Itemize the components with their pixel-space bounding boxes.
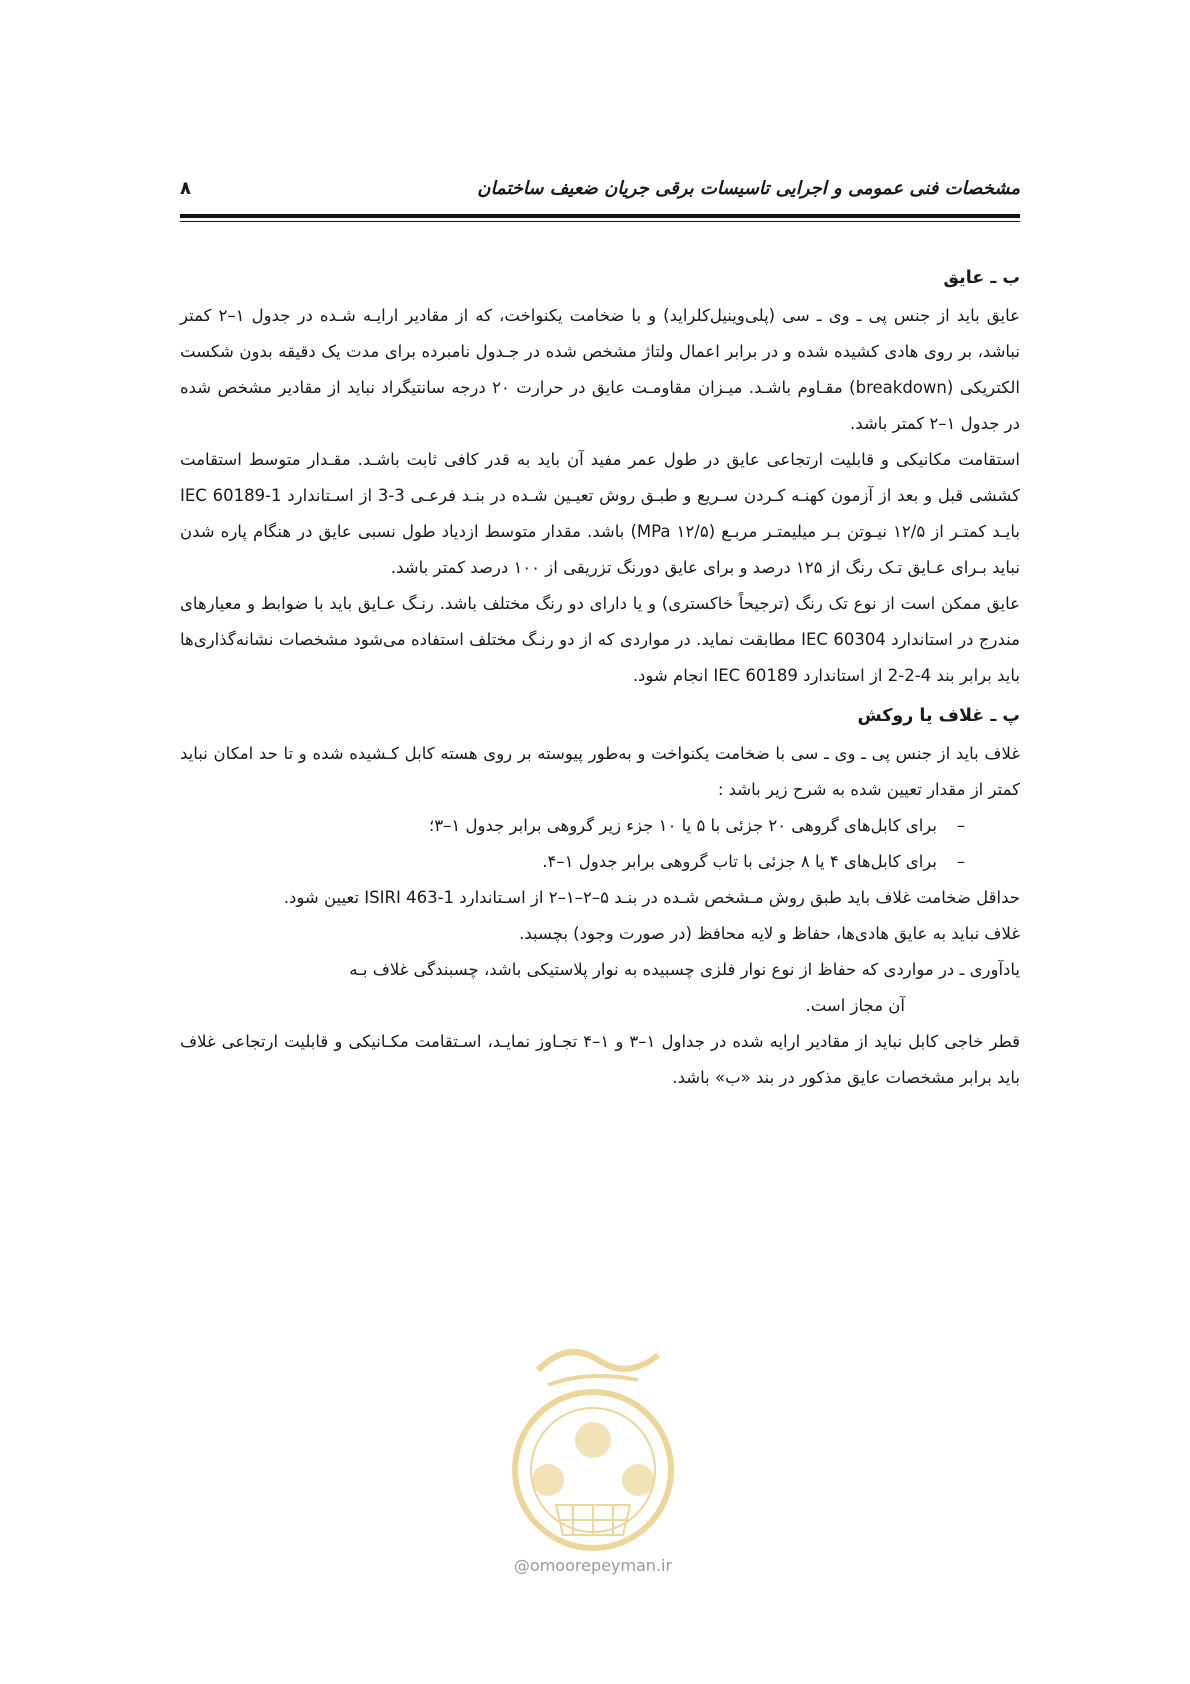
section-p-paragraph-3: غلاف نباید به عایق هادی‌ها، حفاظ و لایه محافظ (در صورت وجود) بچسبد. (519, 924, 1020, 943)
header-rule-thick (180, 214, 1020, 218)
section-p-paragraph-1: غلاف باید از جنس پی ـ وی ـ سی با ضخامت یکنواخت و به‌طور پیوسته بر روی هسته کابل کـشیده شده و تا حد امکان نباید کمتر از مقدار تعیین شده به شرح زیر باشد : (180, 744, 1020, 799)
section-p-paragraph-4: قطر خاجی کابل نباید از مقادیر ارایه شده در جداول ۱–۳ و ۱–۴ تجـاوز نمایـد، اسـتقامت مکـانیکی و قابلیت ارتجاعی غلاف باید برابر مشخصات عایق مذکور در بند «ب» باشد. (180, 1032, 1020, 1087)
note-line-1: یادآوری ـ در مواردی که حفاظ از نوع نوار فلزی چسبیده به نوار پلاستیکی باشد، چسبندگی غلاف بـه (349, 960, 1020, 979)
page-number: ۸ (180, 178, 191, 199)
section-p-paragraph-2: حداقل ضخامت غلاف باید طبق روش مـشخص شـده در بنـد ۵–۲–۱–۲ از اسـتاندارد ISIRI 463-1 تعیین شود. (283, 888, 1020, 907)
bullet-text: برای کابل‌های گروهی ۲۰ جزئی با ۵ یا ۱۰ جزء زیر گروهی برابر جدول ۱–۳؛ (428, 816, 937, 835)
bullet-text: برای کابل‌های ۴ یا ۸ جزئی با تاب گروهی برابر جدول ۱–۴. (542, 852, 937, 871)
list-item (180, 808, 1020, 844)
section-b-paragraph-3: عایق ممکن است از نوع تک رنگ (ترجیحاً خاکستری) و یا دارای دو رنگ مختلف باشد. رنـگ عـایق باید با ضوابط و معیارهای مندرج در استاندارد IEC 60304 مطابقت نماید. در مواردی که از دو رنـگ مختلف استفاده می‌شود مشخصات نشانه‌گذاری‌ها باید برابر بند 4-2-2 از استاندارد IEC 60189 انجام شود. (180, 594, 1021, 685)
section-b-paragraph-2: استقامت مکانیکی و قابلیت ارتجاعی عایق در طول عمر مفید آن باید به قدر کافی ثابت باشـد. مقـدار متوسط استقامت کششی قبل و بعد از آزمون کهنـه کـردن سـریع و طبـق روش تعیـین شـده در بنـد فرعـی 3-3 از اسـتاندارد IEC 60189-1 بایـد کمتـر از ۱۲/۵ نیـوتن بـر میلیمتـر مربـع (۱۲/۵ MPa) باشد. مقدار متوسط ازدیاد طول نسبی عایق در هنگام پاره شدن نباید بـرای عـایق تـک رنگ از ۱۲۵ درصد و برای عایق دورنگ تزریقی از ۱۰۰ درصد کمتر باشد. (180, 450, 1021, 577)
note-line-2: آن مجاز است. (805, 996, 905, 1015)
list-item (180, 844, 1020, 880)
watermark-logo (478, 1330, 708, 1590)
bullet-dash: – (956, 816, 965, 835)
header-rule-thin (180, 221, 1020, 222)
section-p-heading: پ ـ غلاف یا روکش (857, 706, 1020, 726)
section-b-paragraph-1: عایق باید از جنس پی ـ وی ـ سی (پلی‌وینیل‌کلراید) و با ضخامت یکنواخت، که از مقادیر ارایـه شـده در جدول ۱–۲ کمتر نباشد، بر روی هادی کشیده شده و در برابر اعمال ولتاژ مشخص شده در جـدول نامبرده برای مدت یک دقیقه بدون شکست الکتریکی (breakdown) مقـاوم باشـد. میـزان مقاومـت عایق در حرارت ۲۰ درجه سانتیگراد نباید از مقادیر مشخص شده در جدول ۱–۲ کمتر باشد. (180, 306, 1020, 433)
bullet-dash: – (956, 852, 965, 871)
header-title: مشخصات فنی عمومی و اجرایی تاسیسات برقی جریان ضعیف ساختمان (477, 178, 1020, 199)
body-text (180, 258, 1020, 1096)
watermark-url: @omoorepeyman.ir (513, 1556, 673, 1575)
running-header (180, 178, 1020, 212)
section-b-heading: ب ـ عایق (943, 268, 1020, 288)
